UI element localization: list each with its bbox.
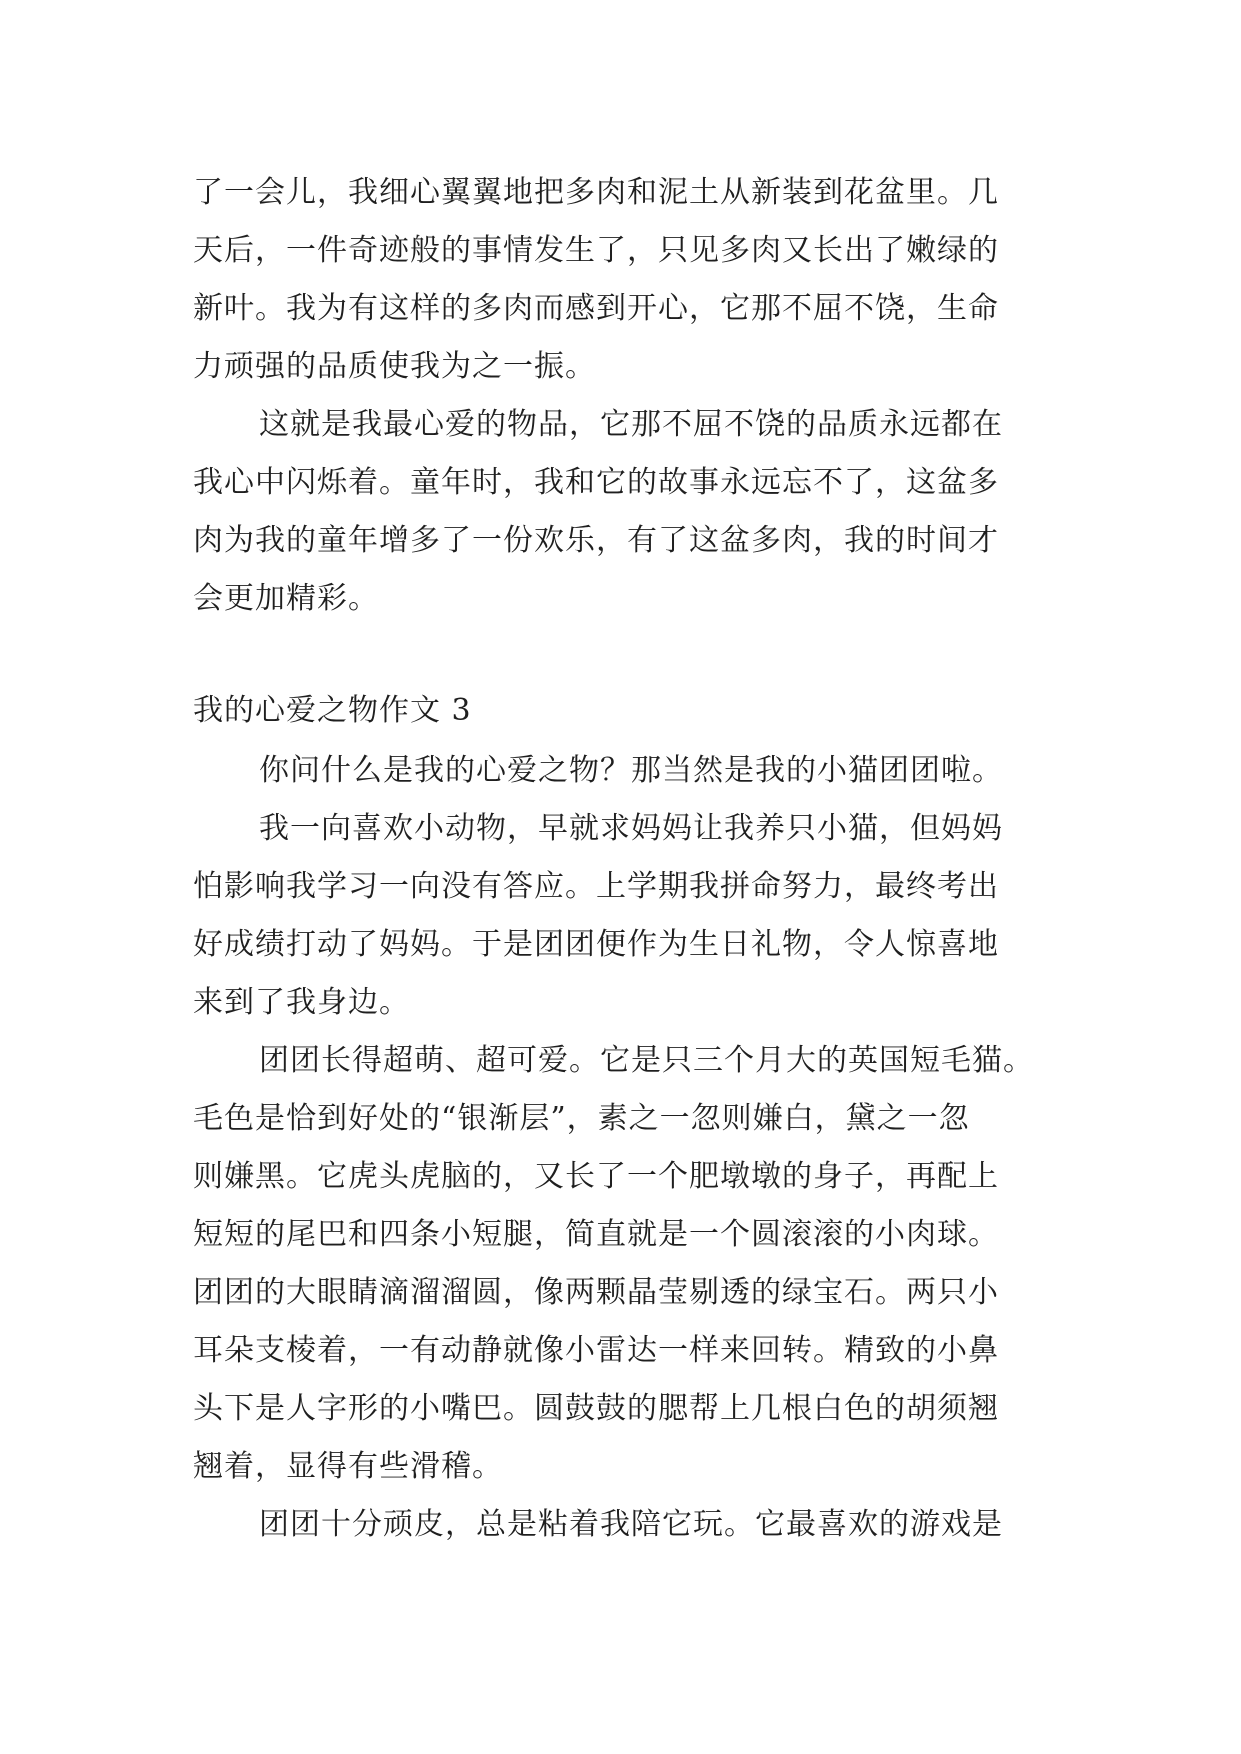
text-line: 新叶。我为有这样的多肉而感到开心，它那不屈不饶，生命 xyxy=(193,291,999,326)
text-line: 短短的尾巴和四条小短腿，简直就是一个圆滚滚的小肉球。 xyxy=(193,1217,999,1252)
text-line: 团团长得超萌、超可爱。它是只三个月大的英国短毛猫。 xyxy=(259,1043,1034,1078)
text-line: 耳朵支棱着，一有动静就像小雷达一样来回转。精致的小鼻 xyxy=(193,1333,999,1368)
text-line: 毛色是恰到好处的“银渐层”，素之一忽则嫌白，黛之一忽 xyxy=(193,1101,970,1136)
text-line: 我心中闪烁着。童年时，我和它的故事永远忘不了，这盆多 xyxy=(193,465,999,500)
text-line: 这就是我最心爱的物品，它那不屈不饶的品质永远都在 xyxy=(259,407,1003,442)
text-line: 我一向喜欢小动物，早就求妈妈让我养只小猫，但妈妈 xyxy=(259,811,1003,846)
text-line: 头下是人字形的小嘴巴。圆鼓鼓的腮帮上几根白色的胡须翘 xyxy=(193,1391,999,1426)
text-line: 肉为我的童年增多了一份欢乐，有了这盆多肉，我的时间才 xyxy=(193,523,999,558)
paragraph xyxy=(193,164,1073,396)
text-line: 则嫌黑。它虎头虎脑的，又长了一个肥墩墩的身子，再配上 xyxy=(193,1159,999,1194)
section-heading: 我的心爱之物作文 3 xyxy=(193,693,472,728)
text-line: 翘着，显得有些滑稽。 xyxy=(193,1449,503,1484)
text-line: 力顽强的品质使我为之一振。 xyxy=(193,349,596,384)
text-line: 团团十分顽皮，总是粘着我陪它玩。它最喜欢的游戏是 xyxy=(259,1507,1003,1542)
text-line: 怕影响我学习一向没有答应。上学期我拼命努力，最终考出 xyxy=(193,869,999,904)
text-line: 会更加精彩。 xyxy=(193,581,379,616)
section-body xyxy=(193,742,1073,1554)
text-line: 天后，一件奇迹般的事情发生了，只见多肉又长出了嫩绿的 xyxy=(193,233,999,268)
text-line: 来到了我身边。 xyxy=(193,985,410,1020)
text-line: 好成绩打动了妈妈。于是团团便作为生日礼物，令人惊喜地 xyxy=(193,927,999,962)
text-line: 团团的大眼睛滴溜溜圆，像两颗晶莹剔透的绿宝石。两只小 xyxy=(193,1275,999,1310)
text-line: 了一会儿，我细心翼翼地把多肉和泥土从新装到花盆里。几 xyxy=(193,175,999,210)
paragraph xyxy=(193,396,1073,628)
text-line: 你问什么是我的心爱之物？那当然是我的小猫团团啦。 xyxy=(259,753,1003,788)
